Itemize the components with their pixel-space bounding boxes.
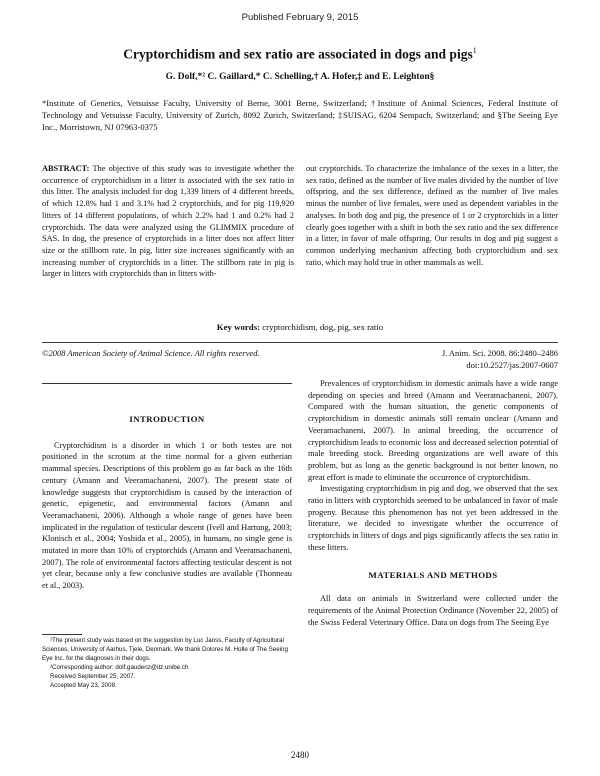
- right-column: [308, 378, 558, 628]
- title-text: Cryptorchidism and sex ratio are associated in dogs and pigs: [123, 46, 473, 62]
- abstract-left-column: [42, 163, 294, 280]
- methods-paragraph-1: All data on animals in Switzerland were collected under the requirements of the Animal Protection Ordinance (November 22, 2005) of the Swiss Federal Veterinary Office. Data on dogs from The Seeing Eye: [308, 594, 558, 627]
- received-date: Received September 25, 2007.: [50, 672, 136, 680]
- abstract-label: ABSTRACT:: [42, 164, 90, 173]
- footnotes: [42, 637, 292, 690]
- abstract-text-left: The objective of this study was to investigate whether the occurrence of cryptorchidism in a litter is associated with the sex ratio in this litter. The analysis included for dog 1,339 litters of 4 different breeds, of which 12.8% had 1 and 3.1% had 2 cryptorchids, and for pig 119,920 litters of 14 different populations, of which 2.2% had 1 and 0.2% had 2 cryptorchids. The data were analyzed using the GLIMMIX procedure of SAS. In dog, the presence of cryptorchids in a litter does not affect litter size or the stillborn rate. In pig, litter size increases significantly with an increasing number of cryptorchids in a litter. The stillborn rate in pig is larger in litters with cryptorchids than in litters with-: [42, 164, 294, 279]
- citation: J. Anim. Sci. 2008. 86:2480–2486: [441, 348, 558, 358]
- left-column: [42, 400, 292, 592]
- title-footnote-marker: 1: [472, 46, 477, 55]
- keywords-label: Key words:: [216, 322, 261, 332]
- divider-top: [42, 342, 558, 343]
- journal-citation: [442, 348, 558, 371]
- footnote-rule: [42, 634, 82, 635]
- divider-left: [42, 383, 292, 384]
- author-list: G. Dolf,*² C. Gaillard,* C. Schelling,† A. Hofer,‡ and E. Leighton§: [165, 72, 435, 82]
- abstract-right-column: out cryptorchids. To characterize the imbalance of the sexes in a litter, the sex ratio, defined as the number of live males divided by the number of live offspring, and the sex difference, defined as the number of live males minus the number of live females, were used as dependent variables in the analyses. In both dog and pig, the presence of 1 or 2 cryptorchids in a litter clearly goes together with a shift in both the sex ratio and the sex difference in a litter, in favor of male offspring. Our results in dog and pig suggest a common underlying mechanism affecting both cryptorchidism and sex ratio, which may hold true in other mammals as well.: [306, 164, 558, 267]
- intro-paragraph-3: Investigating cryptorchidism in pig and dog, we observed that the sex ratio in litters with cryptorchids seemed to be unbalanced in favor of male progeny. Because this phenomenon has not yet been addressed in the literature, we decided to investigate whether the occurrence of cryptorchids in litters of dogs and pigs significantly affects the sex ratio in these litters.: [308, 484, 558, 552]
- keywords-text: cryptorchidism, dog, pig, sex ratio: [262, 322, 384, 332]
- intro-heading: INTRODUCTION: [129, 414, 205, 424]
- published-date: Published February 9, 2015: [241, 12, 359, 23]
- affiliations: *Institute of Genetics, Vetsuisse Faculty, University of Berne, 3001 Berne, Switzerland; †Institute of Animal Sciences, Federal Institute of Technology and Vetsuisse Faculty, University of Zurich, 8092 Zurich, Switzerland; ‡SUISAG, 6204 Sempach, Switzerland; and §The Seeing Eye Inc., Morristown, NJ 07963-0375: [42, 98, 558, 132]
- intro-paragraph-2: Prevalences of cryptorchidism in domestic animals have a wide range depending on species and breed (Amann and Veeramachaneni, 2007). Compared with the human situation, the genetic components of cryptorchidism in domestic animals still remain unclear (Amann and Veeramachaneni, 2007). In animal breeding, the occurrence of cryptorchidism leads to economic loss and decreased selection potential of male breeding stock. Breeding organizations are well aware of this problem, but as long as the genetic background is not better known, no great effort is made to eliminate the occurrence of cryptorchidism.: [308, 379, 559, 482]
- paper-title: [30, 46, 570, 63]
- accepted-date: Accepted May 23, 2008.: [50, 681, 117, 689]
- footnote-2: ²Corresponding author: dolf.gaudenz@itz.unibe.ch: [50, 663, 189, 671]
- footnote-1: ¹The present study was based on the suggestion by Luc Janss, Faculty of Agricultural Sciences, University of Aarhus, Tjele, Denmark. We thank Dolores M. Holle of The Seeing Eye Inc. for the diagnoses in their dogs.: [42, 637, 288, 662]
- doi: doi:10.2527/jas.2007-0607: [466, 359, 558, 370]
- copyright: ©2008 American Society of Animal Science. All rights reserved.: [42, 348, 260, 358]
- methods-heading: MATERIALS AND METHODS: [368, 569, 498, 580]
- intro-paragraph-1: Cryptorchidism is a disorder in which 1 or both testes are not positioned in the scrotum at the time normal for a given eutherian mammal species. Descriptions of this problem go as far back as the 16th century (Amann and Veeramachaneni, 2007). The present state of knowledge suggests that cryptorchidism is caused by the interaction of genetic, epigenetic, and environmental factors (Amann and Veeramachaneni, 2006). Although a whole range of genes have been implicated in the regulation of testicular descent (Ivell and Hartung, 2003; Klonisch et al., 2004; Yoshida et al., 2005), in humans, no single gene is mutated in more than 10% of cryptorchids (Amann and Veeramachaneni, 2007). The role of environmental factors affecting testicular descent is not yet clear, because only a few conclusive studies are available (Thonneau et al., 2003).: [42, 440, 292, 591]
- abstract: [42, 163, 558, 313]
- keywords: [42, 322, 558, 332]
- page-number: 2480: [291, 750, 309, 760]
